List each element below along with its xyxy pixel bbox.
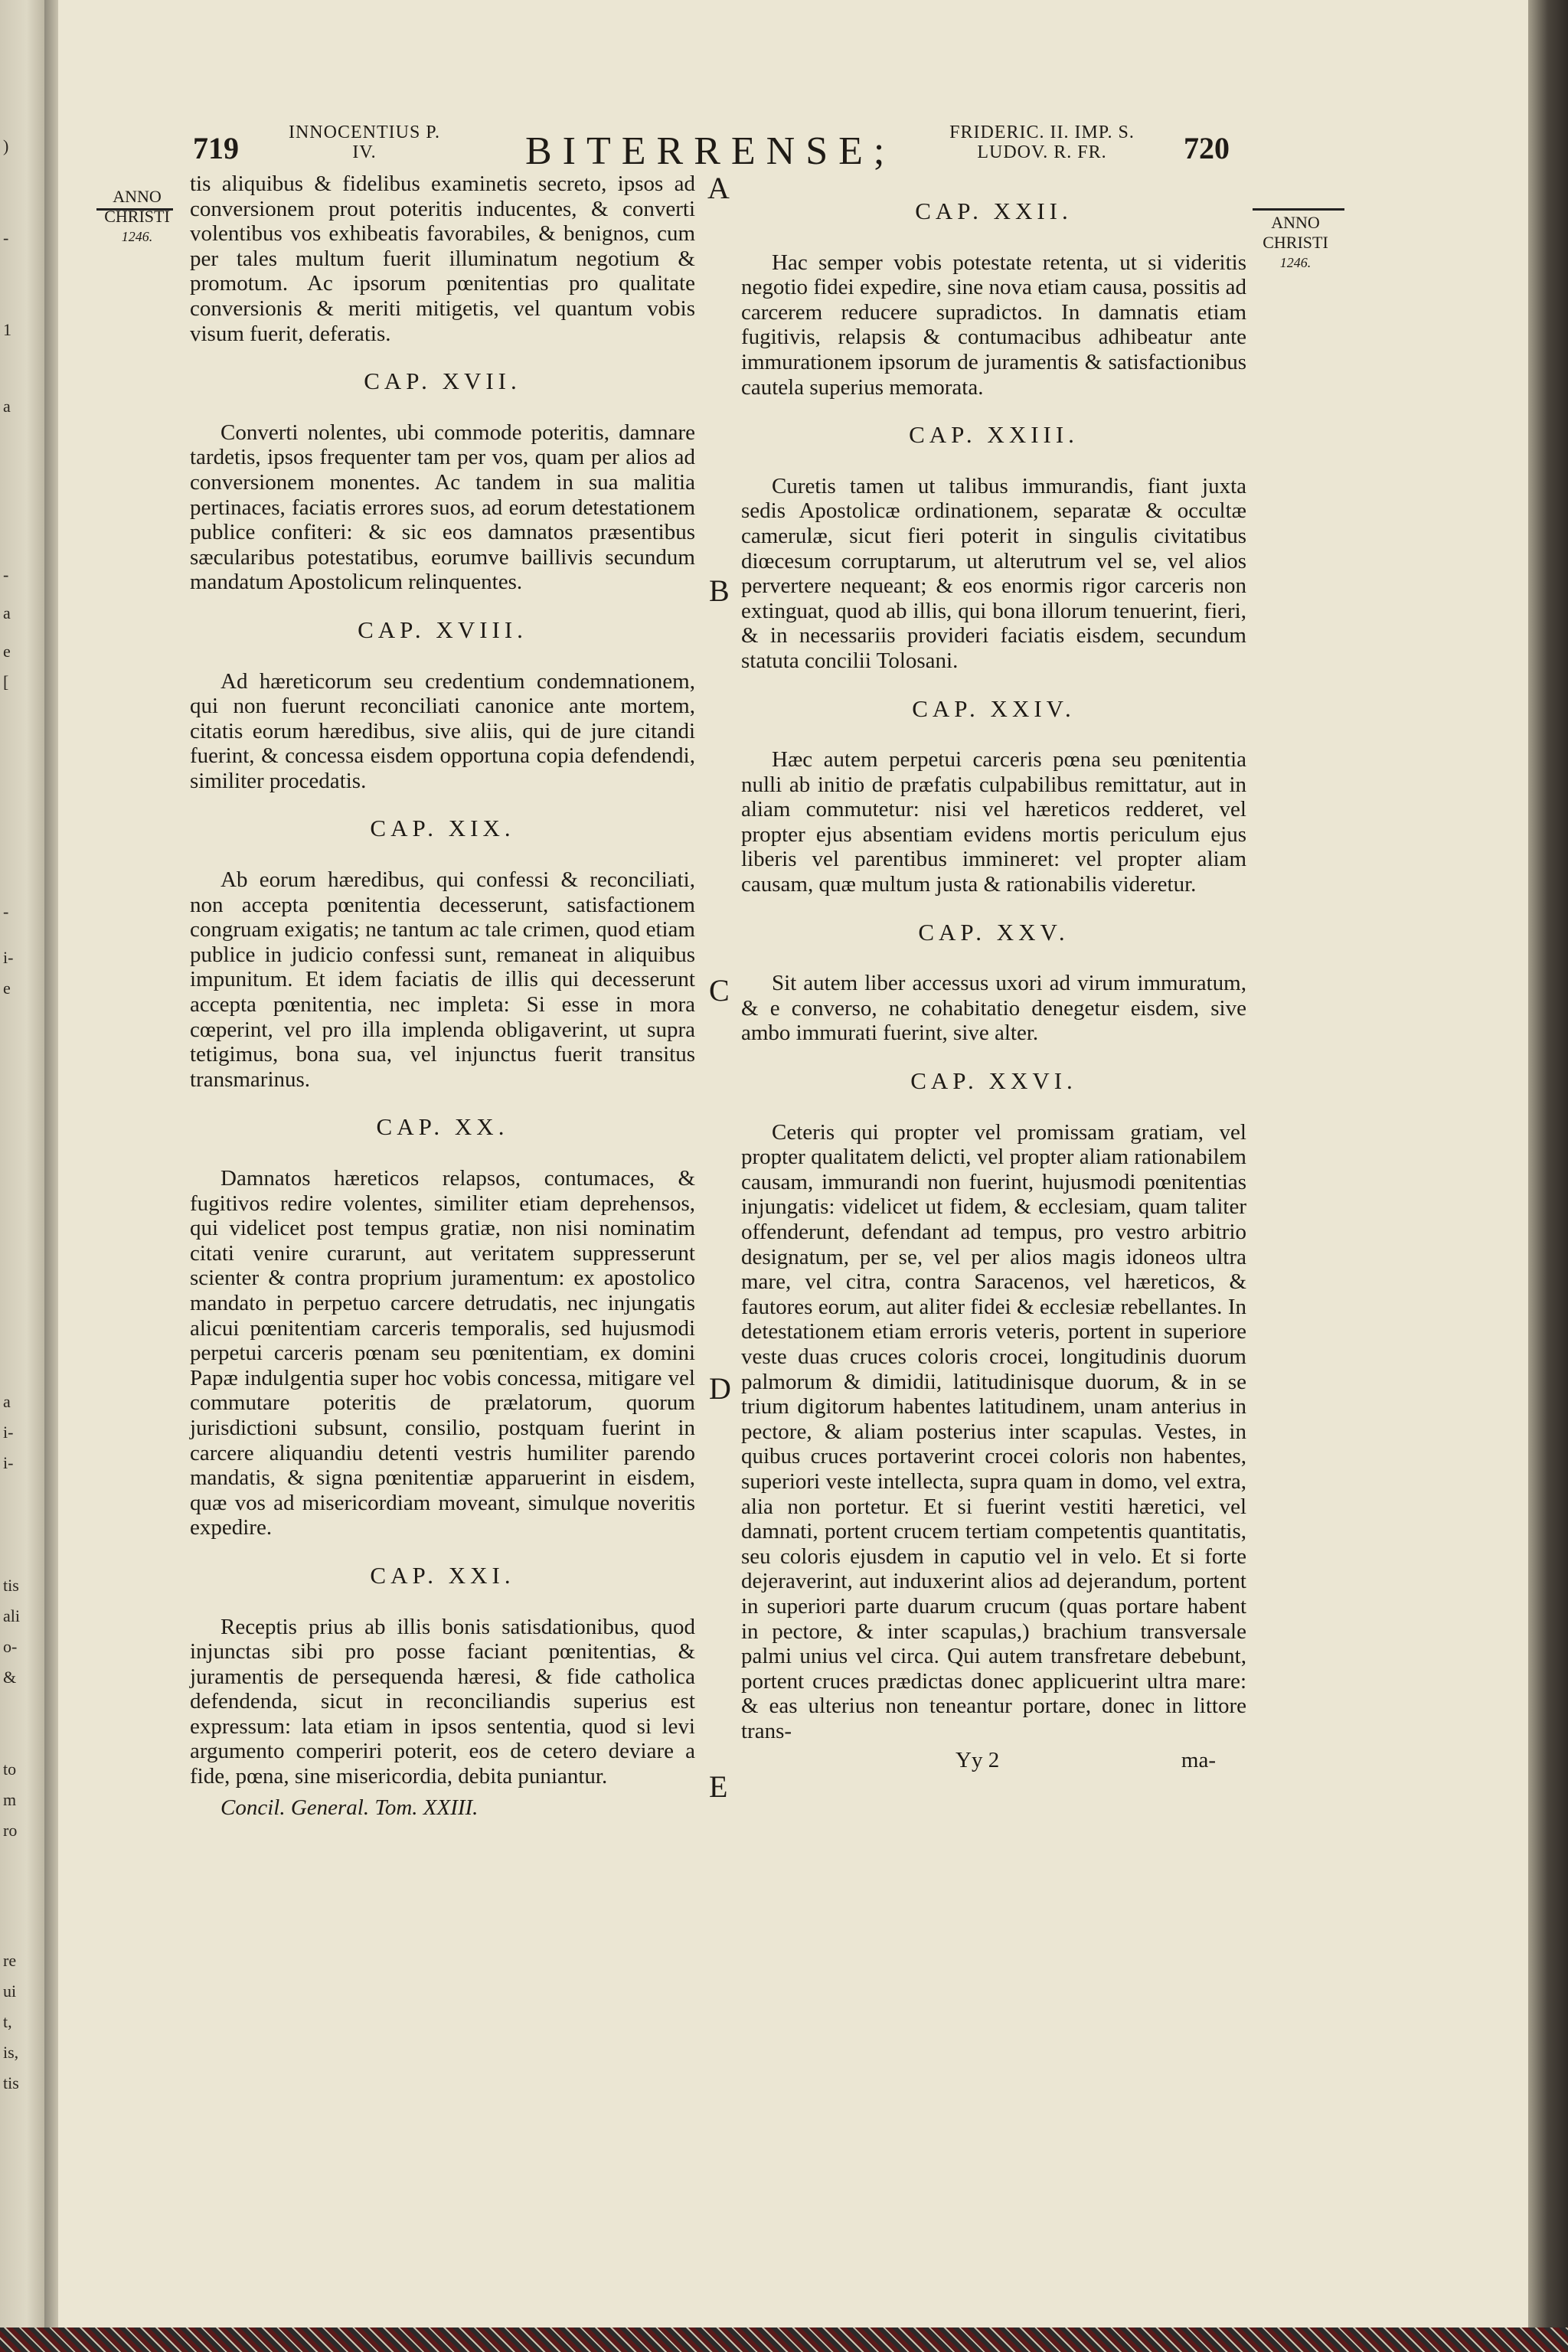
right-margin-rule — [1253, 208, 1344, 211]
paragraph-cap-22: Hac semper vobis potestate retenta, ut si videritis negotio fidei expedire, sine nova etiam causa, possitis ad carcerem reducere supradictos. In damnatis etiam fugitivis, relapsis & contumacibus adhibeatur ante immurationem ipsorum de juramentis & satisfactionibus cautela superius memorata. — [741, 250, 1246, 400]
right-text-column — [741, 172, 1246, 1773]
margin-letter-b: B — [709, 573, 730, 608]
left-page-number: 719 — [193, 131, 239, 165]
margin-letter-a: A — [707, 171, 730, 205]
paragraph-cap-26: Ceteris qui propter vel promissam gratiam, vel propter qualitatem delicti, vel propter aliam rationabilem causam, immurandi non fuerint, hujusmodi pœnitentias injungatis: videlicet ut fidem, & ecclesiam, quam taliter offenderunt, defendant ad tempus, pro vestro arbitrio designatum, per se, vel per alios magis idoneos ultra mare, vel citra, contra Saracenos, vel hæreticos, & fautores eorum, aut aliter fidei & ecclesiæ rebellantes. In detestationem etiam erroris veteris, portent in superiore veste duas cruces coloris crocei, longitudinis duorum palmorum & dimidii, latitudinisque duorum, & in se trium digitorum habentes latitudinem, unam anterius in pectore, & aliam posterius inter scapulas. Vestes, in quibus cruces portaverint crocei coloris non habentes, superiori veste intellecta, supra quam in domo, vel extra, alia non portetur. Et si fuerint vestiti hæretici, vel damnati, portent crucem tertiam competentis quantitatis, seu coloris ejusdem in caputio vel in velo. Et si forte dejeraverint, aut induxerint alios ad dejerandum, portent in superiori parte duarum crucum (quas portare habent in pectore, & inter scapulas,) brachium transversale palmi unius vel circa. Qui autem transfretare debebunt, portent cruces prædictas donec applicuerint ultra mare: & eas ulterius non teneantur portare, donec in littore trans- — [741, 1119, 1246, 1743]
heading-cap-18: CAP. XVIII. — [358, 616, 528, 643]
paragraph-cap-24: Hæc autem perpetui carceris pœna seu pœnitentia nulli ab initio de præfatis culpabilibus remittatur, aut in aliam commutetur: nisi vel hæreticos redderet, vel propter ejus absentiam evidens mortis periculum ejus liberis vel parentibus immineret: vel propter aliam causam, quæ multum justa & rationabilis videretur. — [741, 747, 1246, 897]
paragraph-opening: tis aliquibus & fidelibus examinetis secreto, ipsos ad conversionem prout poteritis inducentes, & converti volentibus vos exhibeatis favorabiles, & benignos, cum per tales multum fuerit illuminatum negotium & promotum. Ac ipsorum pœnitentias pro qualitate conversionis & meriti mitigetis, vel quantum vobis visum fuerit, deferatis. — [190, 172, 695, 346]
heading-cap-20: CAP. XX. — [376, 1113, 509, 1141]
paragraph-cap-19: Ab eorum hæredibus, qui confessi & reconciliati, non accepta pœnitentia decesserunt, satisfactionem congruam exigatis; ne tantum ac tale crimen, quod etiam publice in judicio confessi sunt, remaneat in aliquibus impunitum. Et idem faciatis de illis qui decesserunt accepta pœnitentia, nec impleta: Si esse in mora cœperint, vel pro illa implenda obligaverint, ut supra tetigimus, bona sua, vel injunctus fuerit transitus transmarinus. — [190, 867, 695, 1092]
margin-letter-d: D — [709, 1371, 731, 1406]
adjacent-page-edge: ) - 1 a - a e [ - i- e a i- i- tis ali o- & to m ro re ui t, is, tis — [0, 0, 44, 2352]
paragraph-cap-23: Curetis tamen ut talibus immurandis, fiant juxta sedis Apostolicæ ordinationem, separatæ & occultæ camerulæ, sicut fieri poterit in singulis civitatibus diœcesum corruptarum, ut alterutrum vel se, vel alios pervertere nequeant; & eos enormis rigor carceris non extinguat, quod ab illis, qui bona illorum tenuerint, fieri, & in necessariis provideri faciatis eisdem, secundum statuta concilii Tolosani. — [741, 473, 1246, 673]
heading-cap-23: CAP. XXIII. — [909, 421, 1079, 449]
paragraph-cap-17: Converti nolentes, ubi commode poteritis, damnare tardetis, ipsos frequenter tam per vos, quam per alios ad conversionem monentes. Ac tandem in sua malitia pertinaces, faciatis errores suos, ad eorum detestationem publice confiteri: & sic eos damnatos præsentibus sæcularibus potestatibus, eorumve baillivis secundum mandatum Apostolicum relinquentes. — [190, 420, 695, 595]
book-fore-edge — [1528, 0, 1568, 2352]
heading-cap-22: CAP. XXII. — [915, 198, 1073, 224]
left-text-column — [190, 172, 695, 1820]
heading-cap-24: CAP. XXIV. — [912, 694, 1076, 722]
heading-cap-26: CAP. XXVI. — [910, 1067, 1077, 1095]
margin-letter-c: C — [709, 973, 730, 1008]
book-gutter — [44, 0, 58, 2352]
paragraph-cap-20: Damnatos hæreticos relapsos, contumaces, & fugitivos redire volentes, similiter etiam deprehensos, qui videlicet post tempus gratiæ, non nisi nominatim citati venire curarunt, aut veritatem suppresserunt scienter & contra proprium juramentum: ex apostolico mandato in perpetuo carcere detrudatis, nec injungatis alicui pœnitentiam carceris temporalis, sed hujusmodi perpetui carceris pœnam seu pœnitentiam, ex domini Papæ indulgentia super hoc vobis concessa, mitigare vel commutare poteritis de prælatorum, quorum jurisdictioni subsunt, consilio, postquam fuerint in carcere aliquandiu detenti vestris humiliter parendo mandatis, & signa pœnitentiæ apparuerint in eisdem, quæ vos ad misericordiam moveant, simulque noveritis expedire. — [190, 1166, 695, 1540]
right-margin-year-note: ANNO CHRISTI 1246. — [1263, 213, 1328, 270]
right-page-number: 720 — [1184, 131, 1230, 165]
signature-mark: Yy 2 — [956, 1748, 1000, 1773]
margin-letter-e: E — [709, 1769, 728, 1804]
heading-cap-25: CAP. XXV. — [918, 918, 1070, 946]
paragraph-cap-25: Sit autem liber accessus uxori ad virum immuratum, & e converso, ne cohabitatio denegetur eisdem, sive ambo immurati fuerint, sive alter. — [741, 971, 1246, 1046]
footnote: Concil. General. Tom. XXIII. — [220, 1795, 479, 1820]
heading-cap-21: CAP. XXI. — [370, 1561, 515, 1589]
heading-cap-17: CAP. XVII. — [364, 368, 521, 395]
signature-line — [741, 1748, 1246, 1773]
left-margin-year-note: ANNO CHRISTI 1246. — [104, 187, 170, 244]
background-cloth — [0, 2328, 1568, 2352]
heading-cap-19: CAP. XIX. — [370, 815, 515, 842]
paragraph-cap-18: Ad hæreticorum seu credentium condemnationem, qui non fuerunt reconciliati canonice ante mortem, citatis eorum hæredibus, sive aliis, qui de jure citandi fuerint, & concessa eisdem opportuna copia defendendi, similiter procedatis. — [190, 668, 695, 793]
paragraph-cap-21: Receptis prius ab illis bonis satisdationibus, quod injunctas sibi pro posse faciant pœnitentias, & juramentis de persequenda hæresi, & fide catholica defendenda, sicut in reconciliandis superius est expressum: lata etiam in ipsos sententia, quod si levi argumento comperiri poterit, eos de cetero deviare a fide, pœna, sine misericordia, debita puniantur. — [190, 1614, 695, 1789]
left-running-head: INNOCENTIUS P. IV. — [288, 122, 440, 162]
book-page — [58, 0, 1528, 2328]
right-running-head: FRIDERIC. II. IMP. S. LUDOV. R. FR. — [949, 122, 1135, 162]
catchword: ma- — [1181, 1748, 1216, 1773]
page-title: BITERRENSE; — [525, 129, 896, 173]
